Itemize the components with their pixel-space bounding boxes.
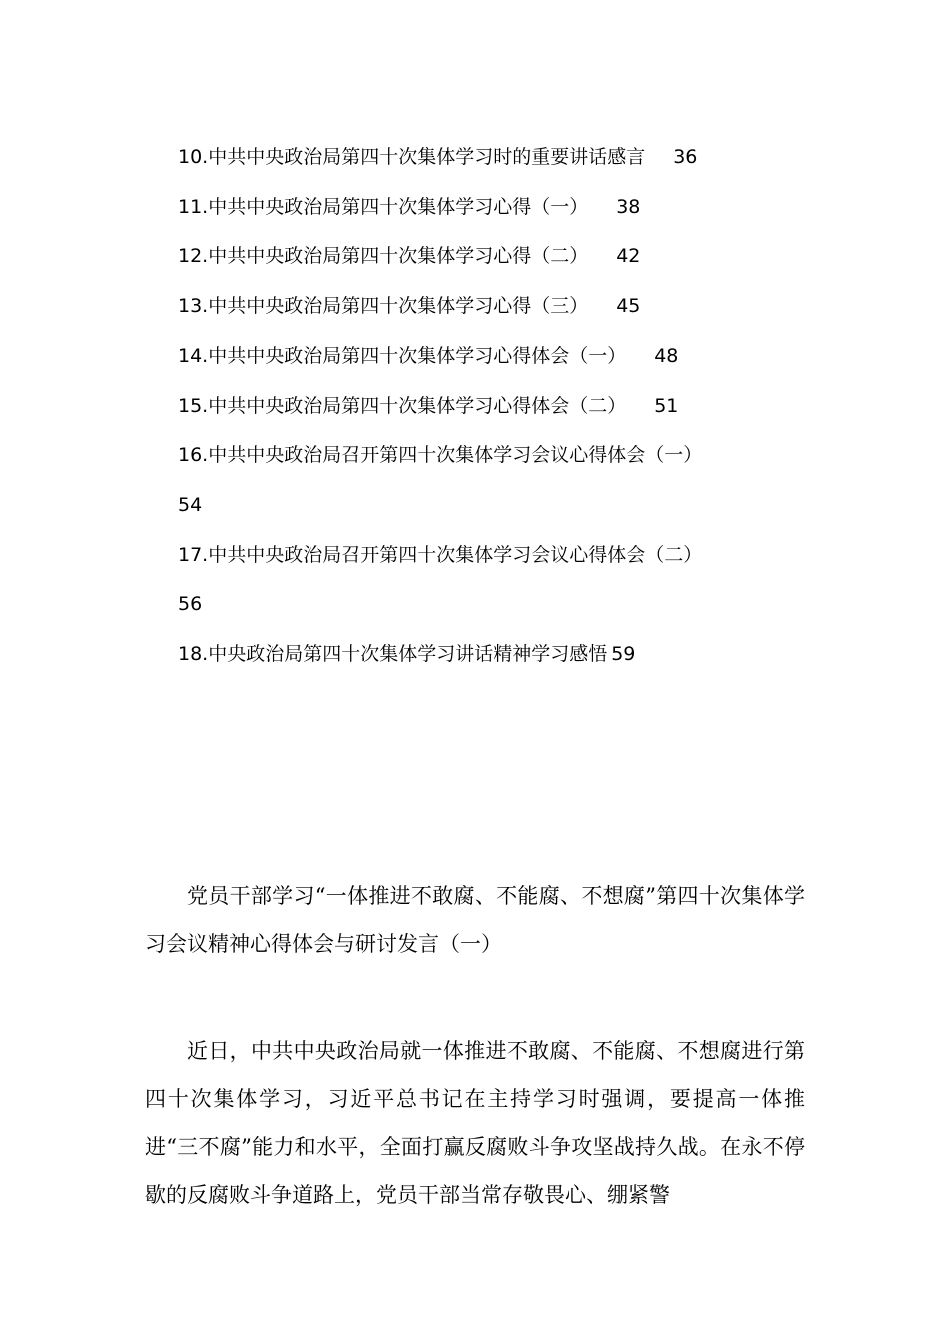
toc-entry-page: 56: [178, 593, 203, 616]
toc-entry-label: 11.中共中央政治局第四十次集体学习心得（一）: [178, 195, 589, 218]
toc-entry-13[interactable]: [178, 282, 828, 332]
toc-entry-page: 59: [611, 643, 636, 666]
toc-entry-label: 14.中共中央政治局第四十次集体学习心得体会（一）: [178, 344, 627, 367]
toc-entry-page: 48: [654, 344, 679, 367]
toc-entry-18[interactable]: [178, 630, 828, 680]
toc-entry-label: 12.中共中央政治局第四十次集体学习心得（二）: [178, 245, 589, 268]
toc-entry-14[interactable]: [178, 332, 828, 382]
toc-entry-page: 45: [616, 295, 641, 318]
toc-entry-10[interactable]: [178, 133, 828, 183]
toc-entry-label: 15.中共中央政治局第四十次集体学习心得体会（二）: [178, 394, 627, 417]
article-title: 党员干部学习“一体推进不敢腐、不能腐、不想腐”第四十次集体学习会议精神心得体会与研讨发言（一）: [145, 884, 805, 956]
toc-entry-label: 17.中共中央政治局召开第四十次集体学习会议心得体会（二）: [178, 543, 703, 566]
toc-entry-15[interactable]: [178, 382, 828, 432]
toc-entry-label: 18.中央政治局第四十次集体学习讲话精神学习感悟: [178, 643, 608, 666]
toc-entry-label: 16.中共中央政治局召开第四十次集体学习会议心得体会（一）: [178, 444, 703, 467]
toc-entry-label: 13.中共中央政治局第四十次集体学习心得（三）: [178, 295, 589, 318]
toc-entry-page: 42: [616, 245, 641, 268]
article-paragraph: 近日，中共中央政治局就一体推进不敢腐、不能腐、不想腐进行第四十次集体学习，习近平总书记在主持学习时强调，要提高一体推进“三不腐”能力和水平，全面打赢反腐败斗争攻坚战持久战。在永不停歇的反腐败斗争道路上，党员干部当常存敬畏心、绷紧警: [145, 1039, 805, 1207]
toc-entry-11[interactable]: [178, 183, 828, 233]
toc-entry-page: 54: [178, 493, 203, 516]
toc-entry-label: 10.中共中央政治局第四十次集体学习时的重要讲话感言: [178, 146, 646, 168]
toc-entry-16[interactable]: [178, 431, 828, 530]
toc-entry-page: 38: [616, 195, 641, 218]
toc-entry-12[interactable]: [178, 232, 828, 282]
table-of-contents: [178, 133, 828, 680]
toc-entry-17[interactable]: [178, 531, 828, 630]
toc-entry-page: 51: [654, 394, 679, 417]
toc-entry-page: 36: [673, 146, 698, 168]
